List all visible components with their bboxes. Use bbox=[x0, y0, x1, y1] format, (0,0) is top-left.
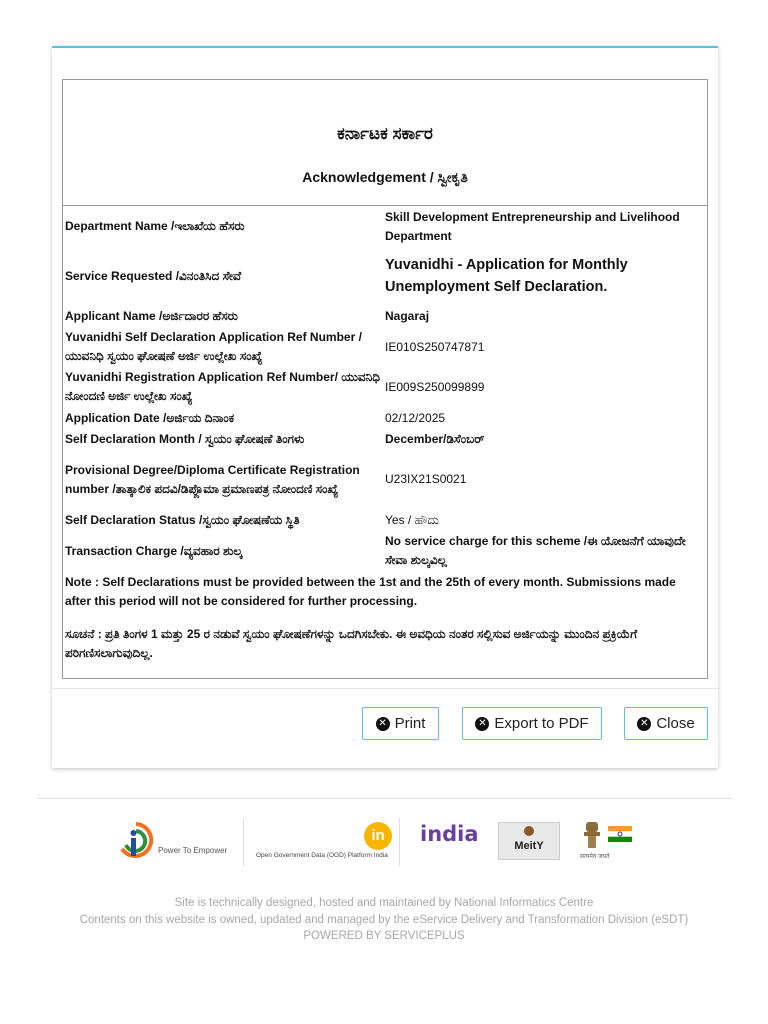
india-gov-wordmark: india bbox=[420, 822, 479, 846]
applicant-label: Applicant Name /ಅರ್ಜಿದಾರರ ಹೆಸರು bbox=[65, 308, 238, 323]
application-date-value: 02/12/2025 bbox=[385, 410, 446, 425]
department-label: Department Name /ಇಲಾಖೆಯ ಹೆಸರು bbox=[65, 219, 245, 233]
close-circle-icon: ✕ bbox=[475, 717, 489, 731]
row-certificate-number bbox=[63, 450, 707, 509]
export-pdf-button[interactable] bbox=[462, 707, 602, 740]
declaration-status-value: Yes / ಹೌದು bbox=[385, 512, 439, 527]
declaration-status-label: Self Declaration Status /ಸ್ವಯಂ ಘೋಷಣೆಯ ಸ್ಥಿತಿ bbox=[65, 512, 300, 527]
application-date-label: Application Date /ಅರ್ಜಿಯ ದಿನಾಂಕ bbox=[65, 410, 235, 425]
digital-india-tagline: Power To Empower bbox=[158, 846, 228, 855]
department-value: Skill Development Entrepreneurship and Livelihood Department bbox=[385, 209, 680, 243]
emblem-caption: सत्यमेव जयते bbox=[580, 853, 610, 860]
close-button[interactable] bbox=[624, 707, 708, 740]
transaction-charge-value: No service charge for this scheme /ಈ ಯೋಜನೆಗೆ ಯಾವುದೇ ಸೇವಾ ಶುಲ್ಕವಿಲ್ಲ bbox=[385, 534, 686, 567]
national-emblem-icon bbox=[580, 820, 604, 852]
close-circle-icon: ✕ bbox=[637, 717, 651, 731]
emblem-icon bbox=[524, 826, 534, 836]
applicant-value: Nagaraj bbox=[385, 308, 430, 323]
close-label: Close bbox=[656, 715, 695, 732]
acknowledgement-card bbox=[52, 46, 718, 768]
ogd-logo[interactable] bbox=[243, 818, 400, 866]
row-registration-ref bbox=[63, 367, 707, 407]
ogd-caption: Open Government Data (OGD) Platform India bbox=[256, 852, 388, 859]
self-declaration-ref-label: Yuvanidhi Self Declaration Application Ref Number / ಯುವನಿಧಿ ಸ್ವಯಂ ಘೋಷಣೆ ಅರ್ಜಿ ಉಲ್ಲೇಖ ಸಂಖ್ಯೆ bbox=[65, 330, 362, 363]
row-service bbox=[63, 247, 707, 305]
english-note: Note : Self Declarations must be provided between the 1st and the 25th of every month. Submissions made after this period will not be considered for further processing. bbox=[65, 575, 676, 608]
footer-nic-line: Site is technically designed, hosted and maintained by National Informatics Centre bbox=[174, 897, 594, 909]
row-applicant bbox=[63, 305, 707, 327]
row-transaction-charge bbox=[63, 531, 707, 571]
service-label: Service Requested /ವಿನಂತಿಸಿದ ಸೇವೆ bbox=[65, 268, 242, 283]
row-application-date bbox=[63, 407, 707, 429]
india-flag-icon bbox=[608, 826, 632, 842]
ogd-icon: in bbox=[364, 822, 392, 850]
row-self-declaration-ref bbox=[63, 327, 707, 367]
digital-india-icon bbox=[118, 821, 154, 861]
certificate-number-value: U23IX21S0021 bbox=[385, 472, 467, 486]
registration-ref-value: IE009S250099899 bbox=[385, 379, 485, 394]
footer-esdt-line: Contents on this website is owned, updated and managed by the eService Delivery and Transformation Division (eSDT) bbox=[79, 914, 689, 926]
national-emblem-logo[interactable] bbox=[580, 820, 635, 862]
print-button[interactable] bbox=[362, 707, 439, 740]
acknowledgement-box bbox=[62, 79, 708, 679]
meity-logo[interactable] bbox=[498, 822, 560, 860]
meity-wordmark: MeitY bbox=[514, 840, 544, 852]
self-declaration-ref-value: IE010S250747871 bbox=[385, 339, 485, 354]
digital-india-logo[interactable] bbox=[118, 821, 238, 863]
partner-logos bbox=[0, 818, 768, 868]
row-declaration-month bbox=[63, 429, 707, 450]
transaction-charge-label: Transaction Charge /ವ್ಯವಹಾರ ಶುಲ್ಕ bbox=[65, 543, 243, 558]
acknowledgement-title: Acknowledgement / ಸ್ವೀಕೃತಿ bbox=[302, 169, 468, 185]
footer-powered-by: POWERED BY SERVICEPLUS bbox=[303, 930, 465, 942]
certificate-number-label: Provisional Degree/Diploma Certificate Registration number /ತಾತ್ಕಾಲಿಕ ಪದವಿ/ಡಿಪ್ಲೊಮಾ ಪ್ರಮಾಣಪತ್ರ ನೋಂದಣಿ ಸಂಖ್ಯೆ bbox=[65, 462, 360, 496]
service-value: Yuvanidhi - Application for Monthly Unemployment Self Declaration. bbox=[385, 257, 628, 295]
registration-ref-label: Yuvanidhi Registration Application Ref Number/ ಯುವನಿಧಿ ನೋಂದಣಿ ಅರ್ಜಿ ಉಲ್ಲೇಖ ಸಂಖ್ಯೆ bbox=[65, 370, 381, 403]
card-footer-divider bbox=[52, 688, 718, 689]
government-title: ಕರ್ನಾಟಕ ಸರ್ಕಾರ bbox=[337, 124, 433, 143]
row-department bbox=[63, 206, 707, 247]
export-label: Export to PDF bbox=[494, 715, 589, 732]
details-table bbox=[63, 206, 707, 663]
page-divider bbox=[37, 798, 732, 799]
print-label: Print bbox=[394, 715, 426, 732]
row-declaration-status bbox=[63, 509, 707, 531]
declaration-month-label: Self Declaration Month / ಸ್ವಯಂ ಘೋಷಣೆ ತಿಂಗಳು bbox=[65, 432, 305, 446]
close-circle-icon: ✕ bbox=[376, 717, 390, 731]
india-gov-logo[interactable] bbox=[420, 822, 478, 852]
kannada-note: ಸೂಚನೆ : ಪ್ರತಿ ತಿಂಗಳ 1 ಮತ್ತು 25 ರ ನಡುವೆ ಸ್ವಯಂ ಘೋಷಣೆಗಳನ್ನು ಒದಗಿಸಬೇಕು. ಈ ಅವಧಿಯ ನಂತರ ಸಲ್ಲಿಸುವ ಅರ್ಜಿಯನ್ನು ಮುಂದಿನ ಪ್ರಕ್ರಿಯೆಗೆ ಪರಿಗಣಿಸಲಾಗುವುದಿಲ್ಲ. bbox=[65, 627, 638, 660]
declaration-month-value: December/ಡಿಸೆಂಬರ್ bbox=[385, 432, 485, 446]
